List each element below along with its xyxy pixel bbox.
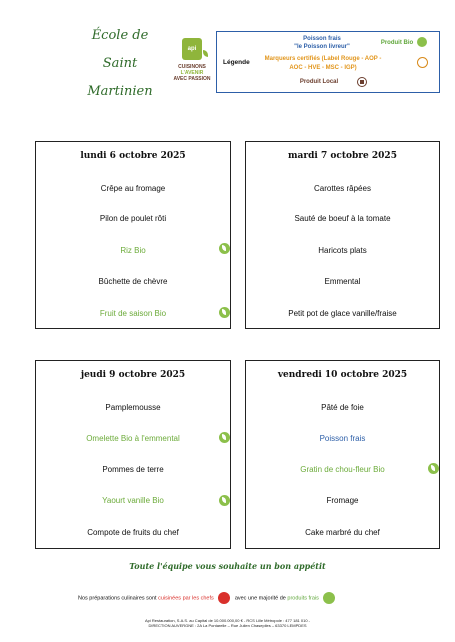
legend-box — [216, 31, 440, 93]
footer-text-1: Nos préparations culinaires sont — [78, 595, 157, 602]
legend-certifies-line2: AOC - HVE - MSC - IGP) — [289, 65, 357, 71]
menu-item: Omelette Bio à l'emmental — [86, 434, 180, 443]
logo-line3: AVEC PASSION — [173, 76, 211, 82]
legend-frais-line2: "le Poisson livreur" — [294, 44, 350, 50]
menu-item: Riz Bio — [120, 246, 146, 255]
menu-item: Carottes râpées — [314, 184, 371, 193]
legend-frais-line1: Poisson frais — [303, 36, 341, 42]
bio-leaf-icon — [219, 495, 230, 506]
day-card-mardi — [245, 141, 440, 329]
certified-label-icon — [417, 57, 428, 68]
bio-leaf-icon — [428, 463, 439, 474]
menu-item: Fromage — [326, 496, 359, 505]
bio-leaf-icon — [417, 37, 427, 47]
api-logo-mark: api — [182, 38, 202, 60]
day-title: mardi 7 octobre 2025 — [288, 151, 397, 161]
legend-marqueurs-certifies — [263, 55, 383, 73]
logo-line1: CUISINONS — [178, 64, 206, 70]
legend-certifies-line1: Marqueurs certifiés (Label Rouge - AOP - — [264, 56, 382, 62]
menu-item: Pâté de foie — [321, 403, 364, 412]
bio-leaf-icon — [219, 432, 230, 443]
legal-line1: Api Restauration, S.A.S. au Capital de 10.000.000,00 € - RCS Lille Métropole : 477 181 010 - — [145, 618, 310, 623]
menu-item: Compote de fruits du chef — [87, 528, 179, 537]
menu-item: Pommes de terre — [102, 465, 164, 474]
menu-item: Pilon de poulet rôti — [99, 214, 167, 223]
day-title: lundi 6 octobre 2025 — [80, 151, 186, 161]
logo-line2: L'AVENIR — [180, 70, 204, 76]
legend-produit-bio: Produit Bio — [380, 40, 414, 46]
day-card-jeudi — [35, 360, 231, 549]
menu-item: Poisson frais — [319, 434, 366, 443]
menu-item: Cake marbré du chef — [305, 528, 380, 537]
day-card-lundi — [35, 141, 231, 329]
school-name — [70, 22, 170, 106]
local-house-icon — [357, 77, 367, 87]
footer-note — [78, 592, 338, 604]
footer-text-2: cuisinées par les chefs — [158, 595, 214, 602]
school-name-line3: Martinien — [87, 84, 153, 99]
day-card-vendredi — [245, 360, 440, 549]
fresh-produce-icon — [323, 592, 335, 604]
menu-item: Emmental — [324, 277, 361, 286]
leaf-icon — [203, 50, 208, 57]
legal-mentions — [0, 618, 455, 628]
school-name-line1: École de — [91, 28, 149, 43]
day-title: jeudi 9 octobre 2025 — [80, 370, 186, 380]
menu-item: Bûchette de chèvre — [98, 277, 168, 286]
footer-text-4: produits frais — [287, 595, 319, 602]
bio-leaf-icon — [219, 307, 230, 318]
menu-item: Pamplemousse — [105, 403, 161, 412]
menu-item: Sauté de boeuf à la tomate — [294, 214, 391, 223]
bio-leaf-icon — [219, 243, 230, 254]
legend-produit-local: Produit Local — [299, 79, 339, 85]
footer-text-3: avec une majorité de — [234, 595, 286, 602]
chef-pot-icon — [218, 592, 230, 604]
menu-item: Fruit de saison Bio — [99, 309, 167, 318]
api-logo — [170, 36, 214, 116]
slogan: Toute l'équipe vous souhaite un bon appétit — [129, 561, 326, 571]
menu-item: Yaourt vanille Bio — [102, 496, 164, 505]
menu-item: Haricots plats — [318, 246, 367, 255]
day-title: vendredi 10 octobre 2025 — [277, 370, 408, 380]
legend-poisson-frais — [277, 35, 367, 51]
legend-title: Légende — [223, 59, 250, 66]
school-name-line2: Saint — [102, 56, 138, 71]
logo-tagline — [170, 64, 214, 82]
menu-item: Gratin de chou-fleur Bio — [300, 465, 385, 474]
menu-item: Crêpe au fromage — [100, 184, 166, 193]
menu-item: Petit pot de glace vanille/fraise — [288, 309, 397, 318]
legal-line2: DIRECTION AUVERGNE : 2A La Pontarelle – Rue Julien Chasepiles – 63370 LEMPDES — [148, 623, 307, 628]
